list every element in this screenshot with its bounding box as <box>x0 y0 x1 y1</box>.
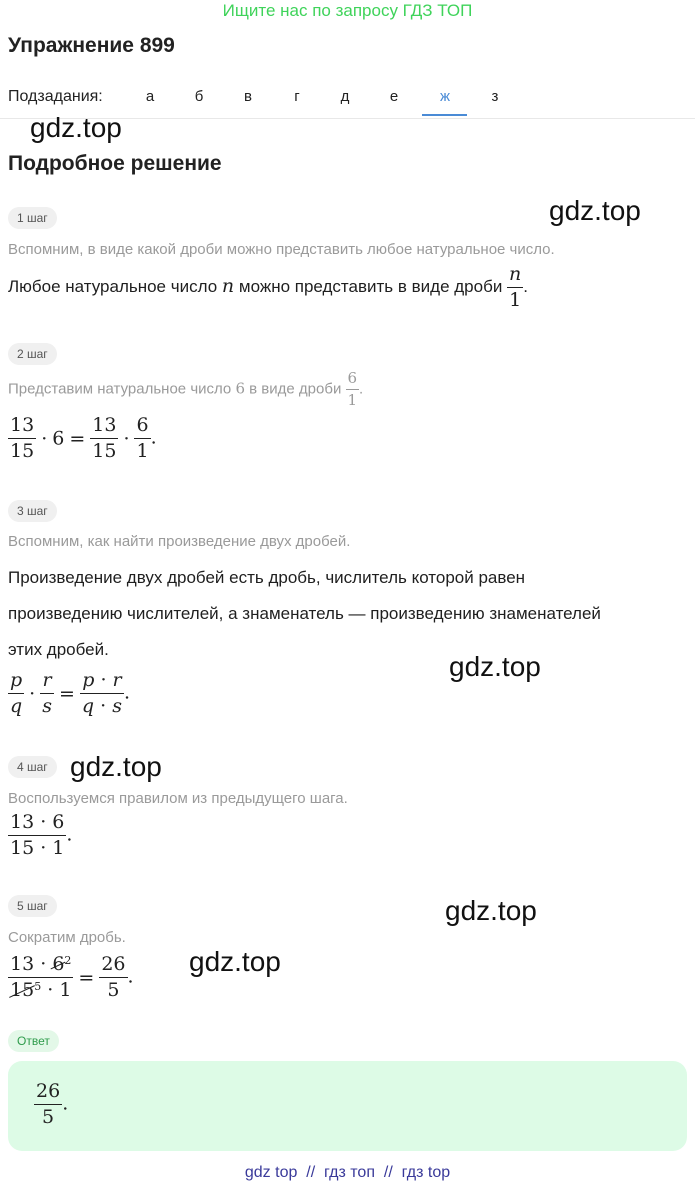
fraction-denominator: 1 <box>347 391 358 409</box>
fraction <box>8 954 73 1001</box>
fraction <box>8 812 66 859</box>
fraction-denominator: 5 <box>42 1106 55 1128</box>
watermark: gdz.top <box>189 946 281 977</box>
step-hint: Сократим дробь. <box>8 929 126 946</box>
fraction-denominator: 15 <box>10 440 35 462</box>
fraction-numerator: 13 · 6 <box>8 812 66 836</box>
fraction-numerator: 13 <box>8 415 36 439</box>
fraction <box>99 954 127 1001</box>
answer-badge: Ответ <box>8 1030 59 1052</box>
watermark: gdz.top <box>30 112 122 143</box>
fraction-numerator: $13 \cdot 6^2$ <box>8 954 73 978</box>
fraction-numerator: p <box>8 670 24 694</box>
fraction-numerator: n <box>507 264 523 288</box>
fraction <box>80 670 124 717</box>
footer-links[interactable]: gdz top // гдз топ // гдз top <box>244 1164 451 1181</box>
watermark: gdz.top <box>445 895 537 926</box>
fraction-denominator: q · s <box>81 695 122 717</box>
step-badge: 1 шаг <box>8 207 57 229</box>
step-badge: 5 шаг <box>8 895 57 917</box>
fraction <box>40 670 54 717</box>
math-expression: $\frac{13 \cdot 6^2}{15^5 \cdot 1}$ = $\frac{26}{5}$ . <box>10 953 134 1001</box>
rule-line: произведению числителей, а знаменатель — произведению знаменателей <box>8 604 601 623</box>
promo-banner: Ищите нас по запросу ГДЗ ТОП <box>222 1 473 20</box>
step-text: Любое натуральное число n можно представить в виде дроби $\frac{n}{1}$ . <box>8 263 529 311</box>
fraction-denominator: 5 <box>107 979 120 1001</box>
fraction <box>34 1081 62 1128</box>
math-expression: $\frac{p}{q}$ · $\frac{r}{s}$ = $\frac{p \cdot r}{q \cdot s}$ . <box>10 669 131 717</box>
section-title: Подробное решение <box>8 152 222 175</box>
text-part: в виде дроби <box>249 380 342 398</box>
fraction-numerator: 6 <box>346 370 360 390</box>
reduced-factor: 2 <box>64 954 72 967</box>
fraction-numerator: r <box>40 670 54 694</box>
subtab-g[interactable]: г <box>294 88 300 105</box>
cancelled-factor: 15 <box>10 979 35 1001</box>
fraction <box>346 370 360 409</box>
watermark: gdz.top <box>449 651 541 682</box>
watermark: gdz.top <box>70 751 162 782</box>
watermark: gdz.top <box>549 195 641 226</box>
fraction-numerator: 26 <box>34 1081 62 1105</box>
fraction <box>134 415 150 462</box>
answer-value: $\frac{26}{5}$ . <box>36 1080 69 1128</box>
reduced-factor: 5 <box>34 980 42 993</box>
fraction-numerator: 6 <box>134 415 150 439</box>
text-part: можно представить в виде дроби <box>238 276 503 296</box>
subtab-zh[interactable]: ж <box>439 88 451 105</box>
step-hint: Вспомним, как найти произведение двух дробей. <box>8 533 351 550</box>
rule-line: этих дробей. <box>8 640 109 659</box>
cancelled-factor: 6 <box>52 953 65 975</box>
text-part: Любое натуральное число <box>8 276 218 296</box>
fraction-numerator: 13 <box>90 415 118 439</box>
step-badge: 4 шаг <box>8 756 57 778</box>
step-badge: 2 шаг <box>8 343 57 365</box>
fraction <box>8 670 24 717</box>
fraction-numerator: 26 <box>99 954 127 978</box>
fraction-denominator: 15 <box>92 440 117 462</box>
rule-line: Произведение двух дробей есть дробь, числитель которой равен <box>8 568 526 587</box>
subtab-e[interactable]: е <box>389 88 399 105</box>
step-hint: Представим натуральное число 6 в виде дроби $\frac{6}{1}$ . <box>8 369 364 409</box>
fraction-denominator: s <box>42 695 52 717</box>
math-variable: n <box>221 274 235 297</box>
subtasks-label: Подзадания: <box>8 88 103 105</box>
fraction-denominator: 1 <box>136 440 149 462</box>
subtab-v[interactable]: в <box>244 88 252 105</box>
step-badge: 3 шаг <box>8 500 57 522</box>
subtab-d[interactable]: д <box>340 88 350 105</box>
active-tab-indicator <box>422 114 467 116</box>
answer-box <box>8 1061 687 1151</box>
fraction-denominator: 1 <box>509 289 522 311</box>
fraction-denominator: $15^5 \cdot 1$ <box>10 979 72 1001</box>
subtab-a[interactable]: а <box>145 88 155 105</box>
step-hint: Вспомним, в виде какой дроби можно представить любое натуральное число. <box>8 241 555 258</box>
text-part: Представим натуральное число <box>8 380 232 398</box>
page-title: Упражнение 899 <box>8 34 175 57</box>
fraction-denominator: 15 · 1 <box>10 837 65 859</box>
subtab-z[interactable]: з <box>491 88 499 105</box>
fraction <box>507 264 523 311</box>
math-expression: $\frac{13 \cdot 6}{15 \cdot 1}$ . <box>10 811 73 859</box>
math-number: 6 <box>235 379 245 398</box>
step-hint: Воспользуемся правилом из предыдущего шага. <box>8 790 348 807</box>
math-expression: $\frac{13}{15}$ · 6 = $\frac{13}{15}$ · $\frac{6}{1}$ . <box>10 414 157 462</box>
fraction-numerator: p · r <box>80 670 124 694</box>
subtab-b[interactable]: б <box>194 88 204 105</box>
fraction <box>90 415 118 462</box>
fraction <box>8 415 36 462</box>
math-number: 6 <box>52 427 65 450</box>
fraction-denominator: q <box>10 695 23 717</box>
